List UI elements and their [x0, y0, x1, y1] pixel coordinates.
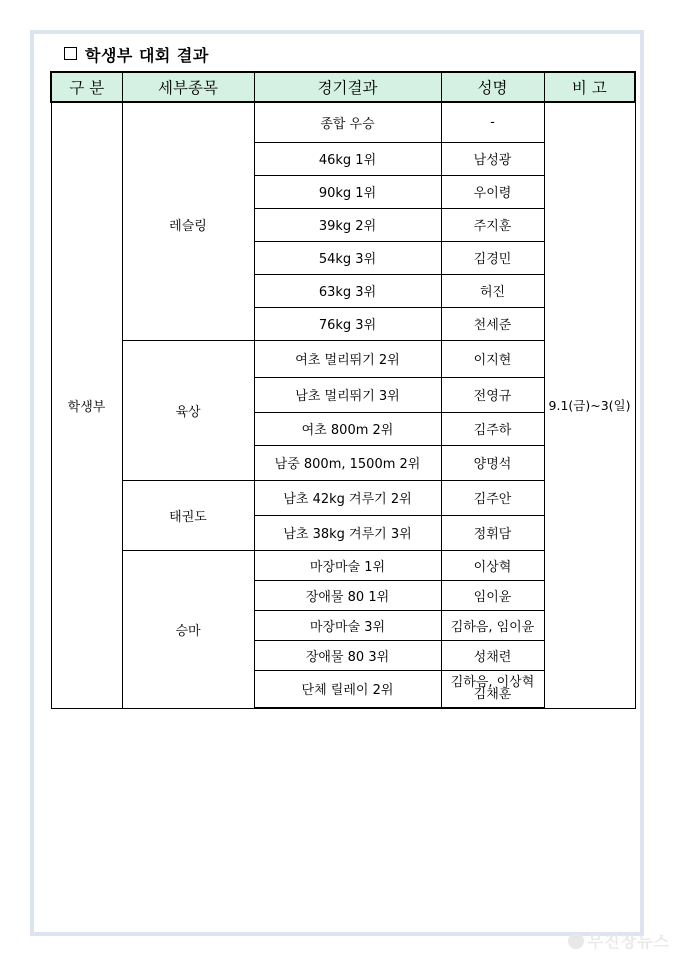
title-text: 학생부 대회 결과 — [85, 46, 209, 65]
name-cell: 정휘담 — [441, 515, 544, 550]
name-cell: 이지현 — [441, 340, 544, 377]
name-cell: - — [441, 102, 544, 142]
section-title — [64, 43, 209, 66]
result-cell: 남중 800m, 1500m 2위 — [254, 445, 441, 480]
result-cell: 여초 멀리뛰기 2위 — [254, 340, 441, 377]
event-cell: 육상 — [122, 340, 254, 480]
result-cell: 종합 우승 — [254, 102, 441, 142]
watermark-logo-icon — [568, 933, 584, 949]
event-cell: 승마 — [122, 550, 254, 708]
checkbox-square-icon — [64, 47, 77, 60]
result-cell: 54kg 3위 — [254, 241, 441, 274]
watermark-text: 무진장뉴스 — [587, 932, 670, 951]
event-cell: 레슬링 — [122, 102, 254, 340]
result-cell: 46kg 1위 — [254, 142, 441, 175]
name-cell: 천세준 — [441, 307, 544, 340]
name-cell: 양명석 — [441, 445, 544, 480]
name-cell: 주지훈 — [441, 208, 544, 241]
event-cell: 태권도 — [122, 480, 254, 550]
result-cell: 39kg 2위 — [254, 208, 441, 241]
name-cell: 김주안 — [441, 480, 544, 515]
table-header-row — [51, 72, 635, 102]
header-result: 경기결과 — [254, 72, 441, 102]
note-cell: 9.1(금)~3(일) — [544, 102, 635, 708]
result-cell: 남초 멀리뛰기 3위 — [254, 377, 441, 412]
header-name: 성명 — [441, 72, 544, 102]
result-cell: 90kg 1위 — [254, 175, 441, 208]
result-cell: 남초 42kg 겨루기 2위 — [254, 480, 441, 515]
division-cell: 학생부 — [51, 102, 122, 708]
result-cell: 장애물 80 3위 — [254, 640, 441, 670]
name-cell: 남성광 — [441, 142, 544, 175]
name-cell: 김경민 — [441, 241, 544, 274]
name-cell: 김하음, 이상혁 김채훈 — [441, 670, 544, 708]
result-cell: 63kg 3위 — [254, 274, 441, 307]
result-cell: 마장마술 3위 — [254, 610, 441, 640]
name-cell: 이상혁 — [441, 550, 544, 580]
result-cell: 여초 800m 2위 — [254, 412, 441, 445]
results-table — [50, 71, 636, 709]
name-cell: 허진 — [441, 274, 544, 307]
result-cell: 76kg 3위 — [254, 307, 441, 340]
result-cell: 단체 릴레이 2위 — [254, 670, 441, 708]
header-event: 세부종목 — [122, 72, 254, 102]
name-cell: 성채련 — [441, 640, 544, 670]
name-cell: 우이령 — [441, 175, 544, 208]
name-cell: 전영규 — [441, 377, 544, 412]
table-body — [51, 102, 635, 708]
result-cell: 마장마술 1위 — [254, 550, 441, 580]
name-cell: 김하음, 임이윤 — [441, 610, 544, 640]
table-row — [51, 102, 635, 142]
header-division: 구 분 — [51, 72, 122, 102]
name-cell: 임이윤 — [441, 580, 544, 610]
watermark — [568, 929, 670, 952]
result-cell: 장애물 80 1위 — [254, 580, 441, 610]
name-cell: 김주하 — [441, 412, 544, 445]
header-note: 비 고 — [544, 72, 635, 102]
result-cell: 남초 38kg 겨루기 3위 — [254, 515, 441, 550]
